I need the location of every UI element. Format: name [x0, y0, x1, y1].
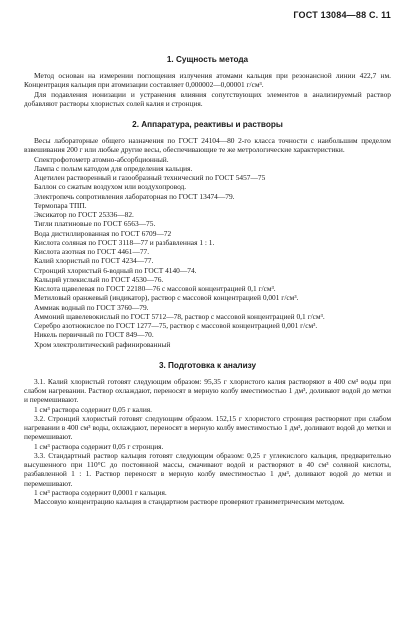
section-2-item: Кислота щавелевая по ГОСТ 22180—76 с массовой концентрацией 0,1 г/см³.	[34, 284, 276, 293]
section-2-item: Электропечь сопротивления лабораторная по ГОСТ 13474—79.	[34, 191, 235, 201]
section-2-item: Тигли платиновые по ГОСТ 6563—75.	[34, 219, 156, 229]
section-2-item: Метиловый оранжевый (индикатор), раствор с массовой концентрацией 0,001 г/см³.	[34, 293, 299, 303]
section-2-item: Никель первичный по ГОСТ 849—70.	[34, 330, 154, 340]
section-2-item: Хром электролитический рафинированный	[34, 339, 171, 349]
section-3-paragraph-6: 1 см³ раствора содержит 0,0001 г кальция.	[34, 487, 167, 497]
section-2-title: 2. Аппаратура, реактивы и растворы	[132, 120, 283, 129]
section-2-item: Калий хлористый по ГОСТ 4234—77.	[34, 256, 154, 266]
section-2-item: Лампа с полым катодом для определения кальция.	[34, 163, 193, 173]
section-3-paragraph-7: Массовую концентрацию кальция в стандартном растворе проверяют гравиметрическим методом.	[34, 497, 345, 506]
page-header: ГОСТ 13084—88 С. 11	[293, 10, 391, 20]
section-2-item: Баллон со сжатым воздухом или воздухопровод.	[34, 182, 187, 192]
section-3-paragraph-4: 1 см³ раствора содержит 0,05 г стронция.	[34, 441, 164, 451]
section-3-paragraph-3: 3.2. Стронций хлористый готовят следующим образом. 152,15 г хлористого стронция растворяют при слабом нагревании в 400 см³ воды, охлаждают, переносят в мерную колбу вместимостью 1 дм³, доливают водой до метки и перемешивают.	[24, 413, 391, 442]
section-3-paragraph-2: 1 см³ раствора содержит 0,05 г калия.	[34, 404, 153, 414]
section-2-item: Кислота соляная по ГОСТ 3118—77 и разбавленная 1 : 1.	[34, 237, 215, 247]
section-1-paragraph-1: Метод основан на измерении поглощения излучения атомами кальция при резонансной линии 422,7 нм. Концентрация кальция при атомизации составляет 0,000002—0,00001 г/см³.	[24, 71, 391, 90]
section-2-item: Спектрофотометр атомно-абсорбционный.	[34, 154, 169, 164]
section-1-title: 1. Сущность метода	[166, 55, 249, 64]
section-2-item: Эксикатор по ГОСТ 25336—82.	[34, 210, 134, 219]
section-1-paragraph-2: Для подавления ионизации и устранения влияния сопутствующих элементов в анализируемый раствор добавляют растворы хлористых солей калия и стронция.	[24, 89, 391, 108]
section-2-item: Кальций углекислый по ГОСТ 4530—76.	[34, 274, 164, 284]
section-2-item: Термопара ТПП.	[34, 200, 87, 210]
section-2-paragraph-1: Весы лабораторные общего назначения по ГОСТ 24104—80 2-го класса точности с наибольшим пределом взвешивания 200 г или любые другие весы, обеспечивающие те же метрологические характеристики.	[24, 136, 391, 155]
document-body	[24, 55, 391, 506]
section-2-item: Стронций хлористый 6-водный по ГОСТ 4140—74.	[34, 265, 197, 275]
section-2-item: Ацетилен растворенный и газообразный технический по ГОСТ 5457—75	[34, 173, 266, 182]
section-3-title: 3. Подготовка к анализу	[158, 360, 257, 370]
section-2-item: Вода дистиллированная по ГОСТ 6709—72	[34, 228, 172, 238]
section-2-item: Аммоний щавелевокислый по ГОСТ 5712—78, раствор с массовой концентрацией 0,1 г/см³.	[34, 311, 325, 321]
section-3-paragraph-5: 3.3. Стандартный раствор кальция готовят следующим образом: 0,25 г углекислого кальция, предварительно высушенного при 110°С до постоянной массы, смачивают водой и растворяют в 40 см³ соляной кислоты, разбавленной 1 : 1. Раствор переносят в мерную колбу вместимостью 1 дм³, доливают водой до метки и перемешивают.	[24, 450, 391, 488]
section-2-item: Кислота азотная по ГОСТ 4461—77.	[34, 247, 150, 256]
section-2-item: Серебро азотнокислое по ГОСТ 1277—75, раствор с массовой концентрацией 0,001 г/см³.	[34, 321, 318, 330]
section-2-item: Аммиак водный по ГОСТ 3760—79.	[34, 302, 149, 312]
section-3-paragraph-1: 3.1. Калий хлористый готовят следующим образом: 95,35 г хлористого калия растворяют в 400 см³ воды при слабом нагревании. Раствор охлаждают, переносят в мерную колбу вместимостью 1 дм³, доливают водой до метки и перемешивают.	[24, 376, 391, 405]
